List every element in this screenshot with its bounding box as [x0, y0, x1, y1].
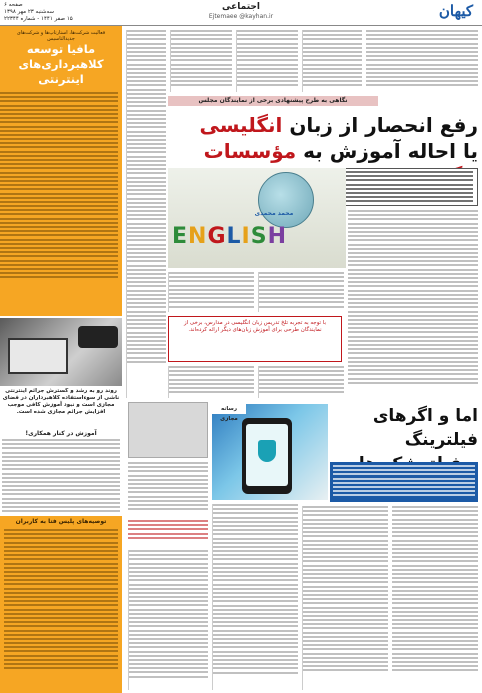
shield-icon — [258, 440, 276, 462]
author-name: محمد محمدی — [254, 210, 294, 217]
text-column — [366, 30, 478, 92]
headline-part: رفع انحصار از زبان — [289, 113, 478, 137]
text-column — [128, 462, 208, 516]
featured-kicker: فعالیت شرکت‌ها، استارتاپ‌ها و شرکت‌های جدیدالتاسیس — [16, 30, 106, 42]
text-column — [170, 30, 232, 92]
section-tag: رسانه مجازی — [212, 404, 246, 414]
tips-box — [0, 516, 122, 693]
text-column — [212, 504, 298, 690]
featured-title: مافیا توسعه کلاهبرداری‌های اینترنتی — [18, 42, 104, 86]
section-title: اجتماعی — [222, 2, 260, 12]
section-email: Ejtemaee @kayhan.ir — [208, 13, 274, 20]
highlight-quote: با توجه به تجربه تلخ تدریس زبان انگلیسی در مدارس، برخی از نمایندگان طرحی برای آموزش زبان‌های دیگر ارائه کرده‌اند. — [168, 316, 342, 362]
text-column — [168, 366, 254, 398]
text-column — [168, 272, 254, 312]
text-column — [302, 506, 388, 690]
headline-part: یا احاله آموزش به — [303, 139, 478, 163]
text-column — [258, 366, 344, 398]
left-lower-heading: آموزش در کنار همکاری! — [25, 430, 97, 437]
red-note — [128, 520, 208, 546]
tips-heading: توصیه‌های پلیس فتا به کاربران — [15, 518, 107, 525]
text-column — [236, 30, 298, 92]
text-column — [302, 30, 362, 92]
page-header — [0, 0, 482, 26]
globe-image — [258, 172, 314, 228]
english-letters-photo — [168, 168, 346, 268]
filter-lead-box — [330, 462, 478, 502]
text-column — [392, 506, 478, 690]
newspaper-logo: کیهان — [438, 2, 474, 20]
page-info — [4, 2, 73, 23]
text-column — [126, 30, 166, 398]
headline-highlight: انگلیسی — [199, 113, 283, 137]
english-word: ENGLISH — [172, 224, 288, 249]
featured-body-text — [0, 92, 118, 312]
headline-highlight: مؤسسات — [203, 139, 297, 163]
featured-box — [0, 26, 122, 316]
article-kicker: نگاهی به طرح پیشنهادی برخی از نمایندگان مجلس — [168, 96, 378, 106]
text-column — [128, 550, 208, 690]
date-line: سه‌شنبه ۲۳ مهر ۱۳۹۸ — [4, 9, 54, 15]
cybercrime-photo — [0, 318, 122, 386]
text-column — [348, 210, 478, 400]
issue-line: ۱۵ صفر ۱۴۴۱ - شماره ۲۲۳۴۴ — [4, 16, 73, 22]
laptop-image — [8, 338, 68, 374]
left-lower-article — [2, 428, 120, 514]
hand-image — [78, 326, 118, 348]
article-image — [128, 402, 208, 458]
page-number: صفحه ۶ — [4, 2, 23, 8]
filter-headline-line1: اما و اگرهای فیلترینگ — [372, 406, 478, 450]
photo-caption: روند رو به رشد و گسترش جرائم اینترنتی ناشی از سوءاستفاده کلاهبرداران در فضای مجازی است و نبود آموزش کافی موجب افزایش جرائم مجازی شده است. — [2, 388, 120, 415]
text-column — [258, 272, 344, 312]
left-column — [0, 26, 122, 693]
